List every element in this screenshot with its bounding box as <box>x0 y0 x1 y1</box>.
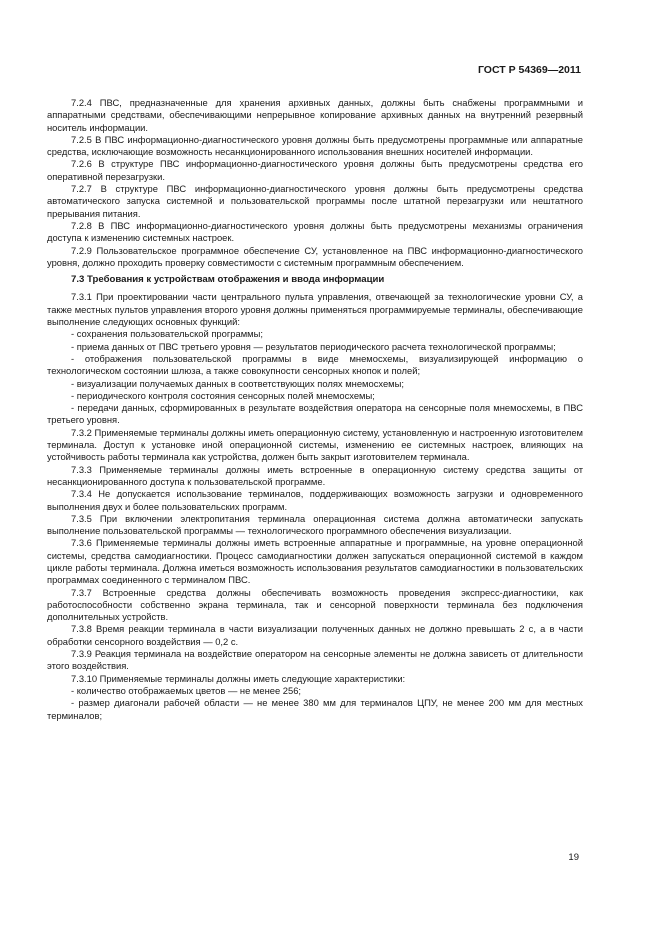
paragraph: 7.3.4 Не допускается использование терминалов, поддерживающих возможность загрузки и одновременного выполнения двух и более пользовательских программ. <box>47 488 583 512</box>
paragraph: 7.2.7 В структуре ПВС информационно-диагностического уровня должны быть предусмотрены средства автоматического запуска системной и пользовательской программы после штатной перезагрузки или нештатного прерывания питания. <box>47 183 583 219</box>
paragraph: 7.3.1 При проектировании части центрального пульта управления, отвечающей за технологические уровни СУ, а также местных пультов управления второго уровня должны применяться программируемые терминалы, обеспечивающие выполнение следующих основных функций: <box>47 291 583 328</box>
list-item: - передачи данных, сформированных в результате воздействия оператора на сенсорные поля мнемосхемы, в ПВС третьего уровня. <box>47 402 583 426</box>
paragraph: 7.2.9 Пользовательское программное обеспечение СУ, установленное на ПВС информационно-диагностического уровня, должно проходить проверку совместимости с системным программным обеспечением. <box>47 244 583 268</box>
paragraph: 7.3.6 Применяемые терминалы должны иметь встроенные аппаратные и программные, на уровне операционной системы, средства самодиагностики. Процесс самодиагностики должен запускаться операционной системой в каждом цикле работы терминала. Должна иметься возможность использования результатов самодиагностики в пользовательских программах соединенного с терминалом ПВС. <box>47 537 583 586</box>
paragraph: 7.2.5 В ПВС информационно-диагностического уровня должны быть предусмотрены программные или аппаратные средства, исключающие возможность несанкционированного использования внешних носителей информации. <box>47 133 583 158</box>
paragraph: 7.2.8 В ПВС информационно-диагностического уровня должны быть предусмотрены механизмы ограничения доступа к изменению системных настроек. <box>47 219 583 244</box>
list-item: - приема данных от ПВС третьего уровня — результатов периодического расчета технологической программы; <box>71 340 556 352</box>
paragraph: 7.3.7 Встроенные средства должны обеспечивать возможность проведения экспресс-диагностики, как работоспособности собственно экрана терминала, так и сенсорной поверхности терминала без подключения дополнительных устройств. <box>47 586 583 623</box>
paragraph: 7.2.6 В структуре ПВС информационно-диагностического уровня должны быть предусмотрены средства его оперативной перезагрузки. <box>47 158 583 182</box>
paragraph: 7.3.5 При включении электропитания терминала операционная система должна автоматически запускать выполнение пользовательской программы — технологического программного обеспечения визуализации. <box>47 512 583 537</box>
paragraph: 7.3.10 Применяемые терминалы должны иметь следующие характеристики: <box>71 672 406 684</box>
list-item: - количество отображаемых цветов — не менее 256; <box>71 684 302 696</box>
page-number: 19 <box>568 852 579 863</box>
section-heading: 7.3 Требования к устройствам отображения и ввода информации <box>71 274 385 286</box>
paragraph: 7.3.8 Время реакции терминала в части визуализации полученных данных не должно превышать 2 с, а в части обработки сенсорного воздействия — 0,2 с. <box>47 623 583 647</box>
paragraph: 7.3.9 Реакция терминала на воздействие оператором на сенсорные элементы не должна зависеть от длительности этого воздействия. <box>47 648 583 672</box>
paragraph: 7.3.3 Применяемые терминалы должны иметь встроенные в операционную систему средства защиты от несанкционированного доступа к пользовательской программе. <box>47 463 583 487</box>
document-body <box>47 97 583 722</box>
paragraph: 7.2.4 ПВС, предназначенные для хранения архивных данных, должны быть снабжены программными и аппаратными средствами, обеспечивающими непрерывное копирование архивных данных на внутренний резервный носитель информации. <box>47 97 583 133</box>
paragraph: 7.3.2 Применяемые терминалы должны иметь операционную систему, установленную и настроенную изготовителем терминала. Доступ к установке иной операционной системы, изменению ее системных настроек, влияющих на устойчивость работы терминала как устройства, должен быть закрыт изготовителем терминала. <box>47 426 583 463</box>
list-item: - визуализации получаемых данных в соответствующих полях мнемосхемы; <box>71 377 404 389</box>
document-header: ГОСТ Р 54369—2011 <box>477 64 581 76</box>
list-item: - периодического контроля состояния сенсорных полей мнемосхемы; <box>71 389 375 401</box>
list-item: - размер диагонали рабочей области — не менее 380 мм для терминалов ЦПУ, не менее 200 мм для местных терминалов; <box>47 697 583 721</box>
list-item: - сохранения пользовательской программы; <box>71 328 263 340</box>
list-item: - отображения пользовательской программы в виде мнемосхемы, визуализирующей информацию о технологическом состоянии шлюза, а также совокупности сенсорных кнопок и полей; <box>47 352 583 377</box>
